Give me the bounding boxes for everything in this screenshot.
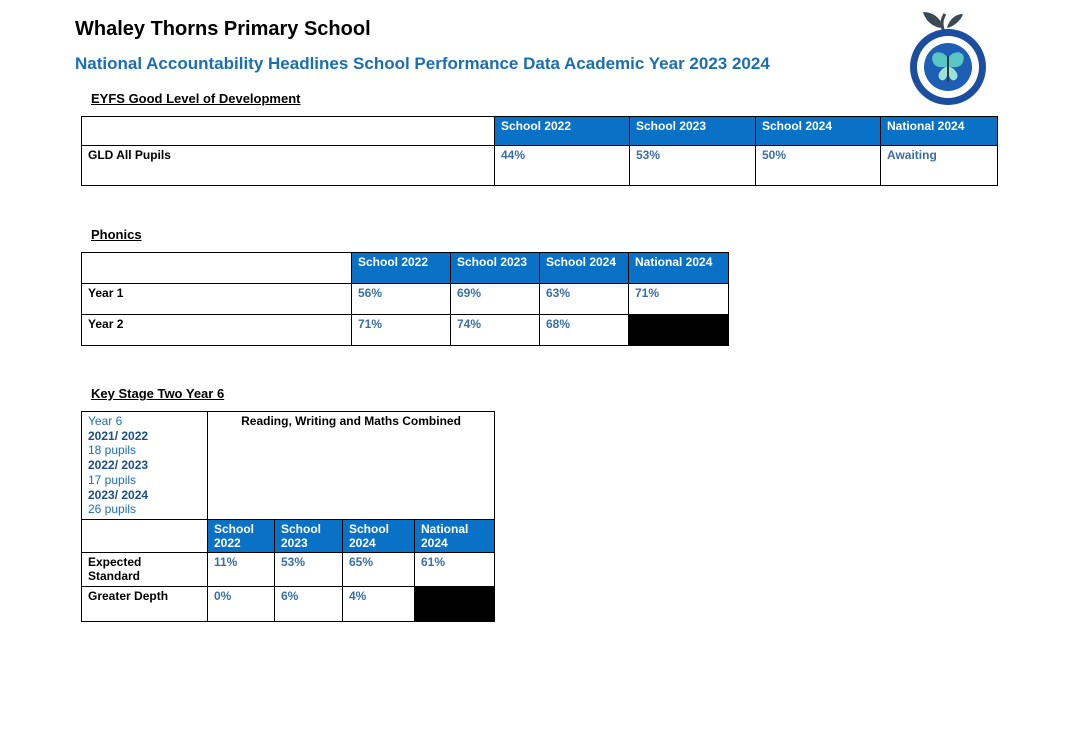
value-cell: 71% — [629, 284, 729, 315]
ks2-info-year: 2022/ 2023 — [88, 458, 149, 473]
eyfs-col-header: School 2022 — [495, 117, 630, 146]
value-cell: 56% — [352, 284, 451, 315]
value-cell: 63% — [540, 284, 629, 315]
eyfs-header-row — [82, 117, 998, 146]
table-row — [82, 586, 495, 621]
phonics-table — [81, 252, 729, 346]
value-cell: Awaiting — [881, 146, 998, 186]
table-row — [82, 552, 495, 586]
ks2-col-header: National 2024 — [415, 519, 495, 552]
value-cell: 11% — [208, 552, 275, 586]
eyfs-heading: EYFS Good Level of Development — [91, 91, 301, 106]
ks2-combined-title: Reading, Writing and Maths Combined — [208, 412, 495, 520]
phonics-header-row — [82, 253, 729, 284]
table-row — [82, 146, 998, 186]
value-cell: 50% — [756, 146, 881, 186]
table-row — [82, 315, 729, 346]
ks2-info-year: 2021/ 2022 — [88, 428, 149, 443]
ks2-info-row — [82, 412, 495, 520]
phonics-col-header: National 2024 — [629, 253, 729, 284]
value-cell: 74% — [451, 315, 540, 346]
value-cell: 0% — [208, 586, 275, 621]
ks2-heading: Key Stage Two Year 6 — [91, 386, 225, 401]
value-cell: 65% — [343, 552, 415, 586]
row-label: GLD All Pupils — [82, 146, 495, 186]
school-logo — [905, 8, 991, 106]
ks2-info-line: Year 6 — [88, 414, 123, 428]
ks2-col-header: School 2022 — [208, 519, 275, 552]
value-cell: 69% — [451, 284, 540, 315]
value-cell: 53% — [630, 146, 756, 186]
value-cell: 68% — [540, 315, 629, 346]
phonics-corner-cell — [82, 253, 352, 284]
ks2-info-line: 26 pupils — [88, 502, 137, 517]
row-label: Year 2 — [82, 315, 352, 346]
eyfs-corner-cell — [82, 117, 495, 146]
phonics-heading: Phonics — [91, 227, 142, 242]
value-cell: 6% — [275, 586, 343, 621]
row-label: Year 1 — [82, 284, 352, 315]
ks2-header-row — [82, 519, 495, 552]
table-row — [82, 284, 729, 315]
ks2-col-header: School 2023 — [275, 519, 343, 552]
eyfs-col-header: School 2023 — [630, 117, 756, 146]
value-cell: 53% — [275, 552, 343, 586]
blank-cell — [629, 315, 729, 346]
phonics-col-header: School 2024 — [540, 253, 629, 284]
eyfs-table — [81, 116, 998, 186]
ks2-corner-cell — [82, 519, 208, 552]
ks2-info-year: 2023/ 2024 — [88, 487, 149, 502]
eyfs-col-header: National 2024 — [881, 117, 998, 146]
school-name: Whaley Thorns Primary School — [75, 18, 371, 40]
value-cell: 61% — [415, 552, 495, 586]
phonics-col-header: School 2022 — [352, 253, 451, 284]
ks2-cohort-info — [82, 412, 208, 520]
ks2-info-line: 17 pupils — [88, 472, 137, 487]
value-cell: 71% — [352, 315, 451, 346]
eyfs-col-header: School 2024 — [756, 117, 881, 146]
apple-butterfly-logo-icon — [905, 8, 991, 106]
blank-cell — [415, 586, 495, 621]
value-cell: 4% — [343, 586, 415, 621]
ks2-info-line: 18 pupils — [88, 443, 137, 458]
value-cell: 44% — [495, 146, 630, 186]
phonics-col-header: School 2023 — [451, 253, 540, 284]
row-label: Expected Standard — [82, 552, 208, 586]
row-label: Greater Depth — [82, 586, 208, 621]
page-subtitle: National Accountability Headlines School Performance Data Academic Year 2023 2024 — [75, 54, 770, 73]
ks2-table — [81, 411, 495, 622]
ks2-col-header: School 2024 — [343, 519, 415, 552]
